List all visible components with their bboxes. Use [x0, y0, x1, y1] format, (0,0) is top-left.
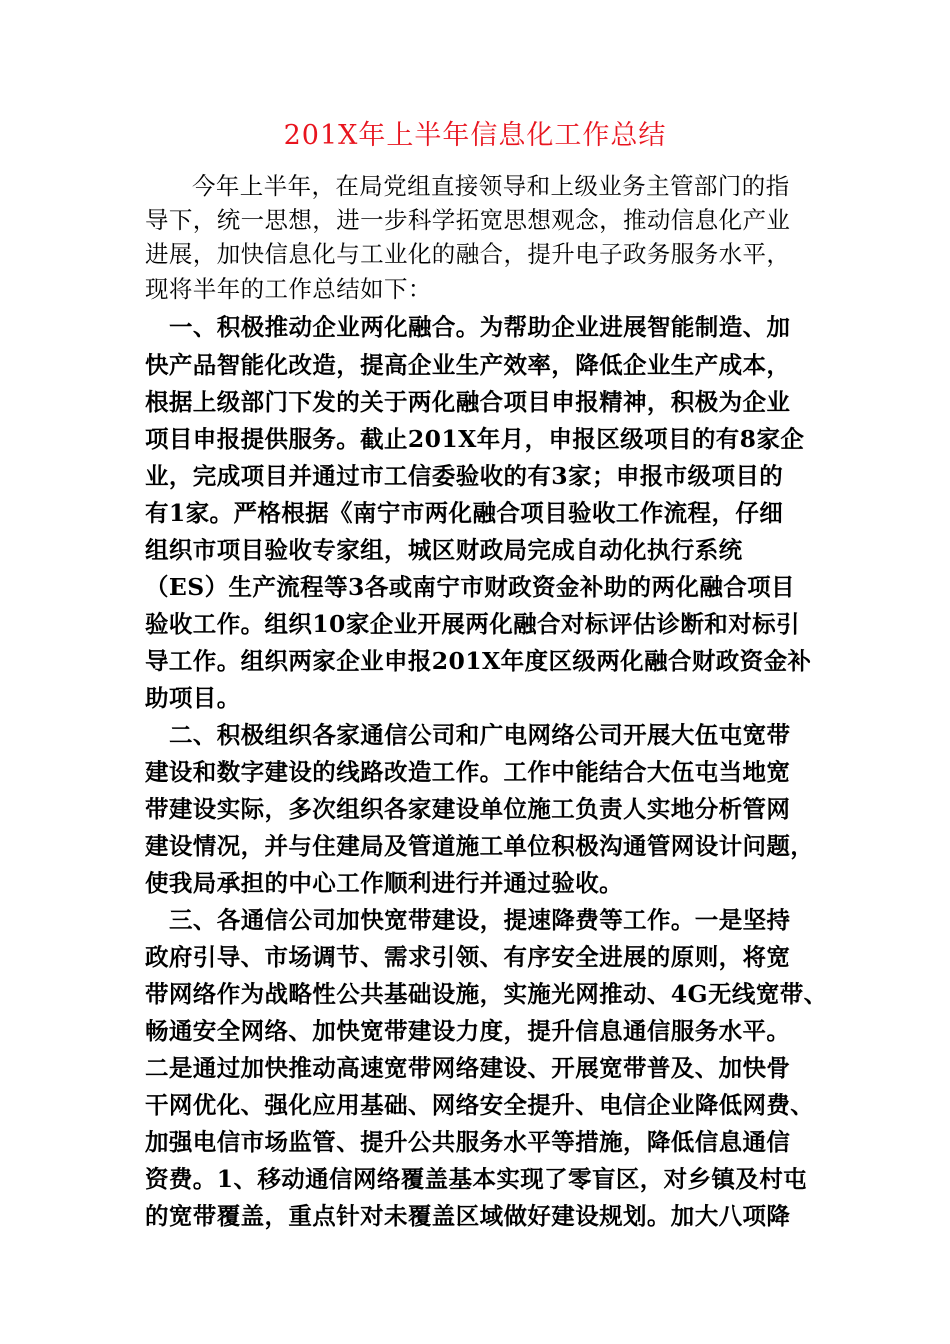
body-line: 二、积极组织各家通信公司和广电网络公司开展大伍屯宽带 — [169, 721, 791, 749]
intro-line: 现将半年的工作总结如下： — [145, 275, 432, 303]
body-line: 导工作。组织两家企业申报201X年度区级两化融合财政资金补 — [145, 647, 812, 675]
body-line: 使我局承担的中心工作顺利进行并通过验收。 — [145, 869, 623, 897]
body-line: 加强电信市场监管、提升公共服务水平等措施，降低信息通信 — [145, 1128, 791, 1156]
intro-line: 今年上半年，在局党组直接领导和上级业务主管部门的指 — [192, 172, 790, 200]
body-line: 有1家。严格根据《南宁市两化融合项目验收工作流程，仔细 — [145, 499, 784, 527]
body-line: 资费。1、移动通信网络覆盖基本实现了零盲区，对乡镇及村屯 — [145, 1165, 808, 1193]
body-line: 建设和数字建设的线路改造工作。工作中能结合大伍屯当地宽 — [145, 758, 791, 786]
body-line: 三、各通信公司加快宽带建设，提速降费等工作。一是坚持 — [169, 906, 791, 934]
body-line: 带建设实际，多次组织各家建设单位施工负责人实地分析管网 — [145, 795, 791, 823]
body-line: 组织市项目验收专家组，城区财政局完成自动化执行系统 — [145, 536, 743, 564]
body-line: 的宽带覆盖，重点针对未覆盖区域做好建设规划。加大八项降 — [145, 1202, 791, 1230]
body-line: 政府引导、市场调节、需求引领、有序安全进展的原则，将宽 — [145, 943, 791, 971]
intro-line: 进展，加快信息化与工业化的融合，提升电子政务服务水平， — [145, 240, 791, 268]
body-line: 验收工作。组织10家企业开展两化融合对标评估诊断和对标引 — [145, 610, 800, 638]
body-line: 建设情况，并与住建局及管道施工单位积极沟通管网设计问题， — [145, 832, 815, 860]
body-line: 助项目。 — [145, 684, 241, 712]
body-line: 项目申报提供服务。截止201X年月，申报区级项目的有8家企 — [145, 425, 805, 453]
body-line: 一、积极推动企业两化融合。为帮助企业进展智能制造、加 — [169, 313, 791, 341]
body-line: 业，完成项目并通过市工信委验收的有3家；申报市级项目的 — [145, 462, 784, 490]
body-line: 干网优化、强化应用基础、网络安全提升、电信企业降低网费、 — [145, 1091, 815, 1119]
body-line: 畅通安全网络、加快宽带建设力度，提升信息通信服务水平。 — [145, 1017, 791, 1045]
body-line: （ES）生产流程等3各或南宁市财政资金补助的两化融合项目 — [145, 573, 795, 601]
document-title: 201X年上半年信息化工作总结 — [283, 120, 667, 151]
intro-line: 导下，统一思想，进一步科学拓宽思想观念，推动信息化产业 — [145, 206, 791, 234]
body-line: 根据上级部门下发的关于两化融合项目申报精神，积极为企业 — [145, 388, 791, 416]
body-line: 二是通过加快推动高速宽带网络建设、开展宽带普及、加快骨 — [145, 1054, 791, 1082]
body-line: 快产品智能化改造，提高企业生产效率，降低企业生产成本， — [145, 351, 791, 379]
body-line: 带网络作为战略性公共基础设施，实施光网推动、4G无线宽带、 — [145, 980, 828, 1008]
